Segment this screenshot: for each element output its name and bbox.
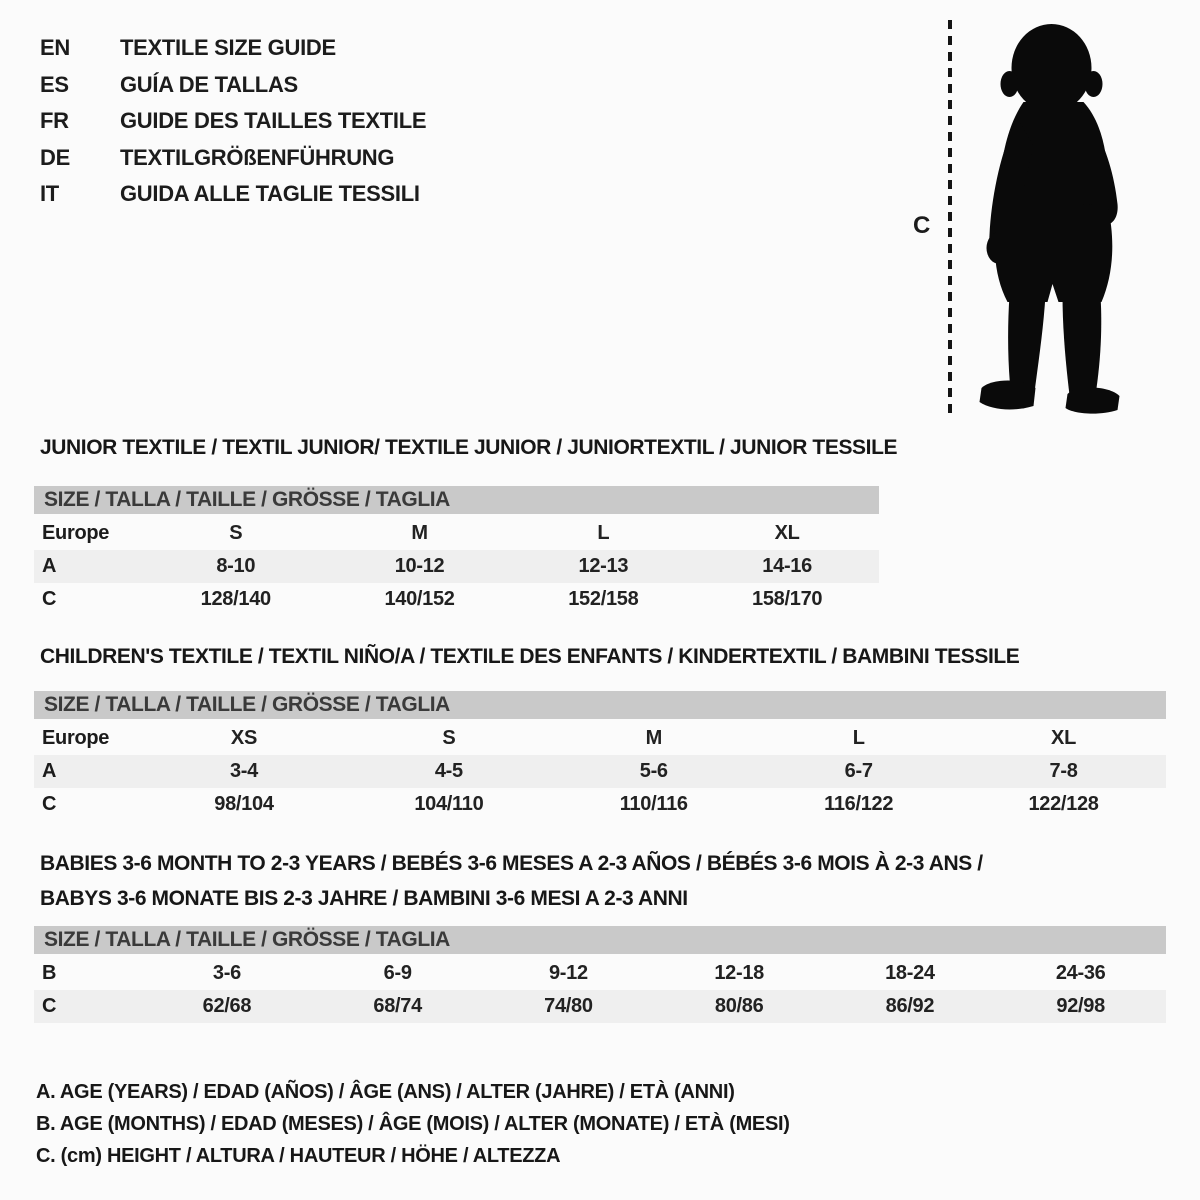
measure-label-c: C xyxy=(913,212,931,239)
language-title: TEXTILE SIZE GUIDE xyxy=(120,35,336,60)
row-label: C xyxy=(42,588,57,610)
months-cell: 9-12 xyxy=(548,962,588,984)
row-label: Europe xyxy=(42,522,110,544)
legend-line-a: A. AGE (YEARS) / EDAD (AÑOS) / ÂGE (ANS) / ALTER (JAHRE) / ETÀ (ANNI) xyxy=(36,1081,735,1103)
age-cell: 14-16 xyxy=(762,555,812,577)
language-row-en xyxy=(40,30,426,67)
height-cell: 80/86 xyxy=(714,995,764,1017)
height-cell: 74/80 xyxy=(544,995,593,1017)
size-header-bar: SIZE / TALLA / TAILLE / GRÖSSE / TAGLIA xyxy=(34,691,1166,719)
section-children xyxy=(34,645,1166,821)
row-label: C xyxy=(42,995,57,1017)
row-label: C xyxy=(42,793,57,815)
months-cell: 12-18 xyxy=(714,962,764,984)
height-cell: 158/170 xyxy=(752,588,823,610)
table-row-age xyxy=(34,755,1166,788)
toddler-silhouette-icon xyxy=(963,20,1143,420)
table-row-age xyxy=(34,550,879,583)
table-row-europe xyxy=(34,722,1166,755)
table-row-height xyxy=(34,788,1166,821)
section-title-babies xyxy=(40,852,1166,911)
section-title-children: CHILDREN'S TEXTILE / TEXTIL NIÑO/A / TEXTILE DES ENFANTS / KINDERTEXTIL / BAMBINI TESSILE xyxy=(40,645,1020,668)
size-cell: XL xyxy=(774,522,800,544)
language-title: GUIDE DES TAILLES TEXTILE xyxy=(120,108,427,133)
age-cell: 6-7 xyxy=(844,760,873,782)
language-title: GUÍA DE TALLAS xyxy=(120,71,298,97)
size-cell: M xyxy=(645,727,662,749)
babies-title-line1: BABIES 3-6 MONTH TO 2-3 YEARS / BEBÉS 3-6 MESES A 2-3 AÑOS / BÉBÉS 3-6 MOIS À 2-3 ANS / xyxy=(40,852,983,875)
language-code: DE xyxy=(40,144,70,170)
months-cell: 18-24 xyxy=(885,962,935,984)
age-cell: 12-13 xyxy=(578,555,629,577)
months-cell: 6-9 xyxy=(383,962,412,984)
language-code: FR xyxy=(40,108,69,133)
height-cell: 68/74 xyxy=(373,995,422,1017)
height-measure-figure xyxy=(905,14,1165,426)
height-cell: 98/104 xyxy=(214,793,274,815)
size-cell: XS xyxy=(230,727,258,749)
height-cell: 92/98 xyxy=(1056,995,1105,1017)
section-title-junior: JUNIOR TEXTILE / TEXTIL JUNIOR/ TEXTILE JUNIOR / JUNIORTEXTIL / JUNIOR TESSILE xyxy=(40,436,898,459)
height-cell: 86/92 xyxy=(885,995,935,1017)
legend-notes xyxy=(36,1076,790,1172)
language-title: TEXTILGRÖßENFÜHRUNG xyxy=(120,144,395,170)
language-code: ES xyxy=(40,71,69,97)
babies-size-table xyxy=(34,926,1166,1023)
table-row-europe xyxy=(34,517,879,550)
height-cell: 128/140 xyxy=(200,588,271,610)
row-label: Europe xyxy=(42,727,110,749)
size-cell: S xyxy=(229,522,243,544)
height-cell: 62/68 xyxy=(202,995,252,1017)
age-cell: 5-6 xyxy=(639,760,668,782)
language-row-fr xyxy=(40,103,426,140)
age-cell: 7-8 xyxy=(1049,760,1078,782)
table-row-height xyxy=(34,990,1166,1023)
size-cell: S xyxy=(442,727,456,749)
height-cell: 122/128 xyxy=(1028,793,1099,815)
row-label: B xyxy=(42,962,57,984)
height-cell: 116/122 xyxy=(824,793,894,815)
legend-line-b: B. AGE (MONTHS) / EDAD (MESES) / ÂGE (MOIS) / ALTER (MONATE) / ETÀ (MESI) xyxy=(36,1113,790,1135)
size-header-bar: SIZE / TALLA / TAILLE / GRÖSSE / TAGLIA xyxy=(34,486,879,514)
language-title: GUIDA ALLE TAGLIE TESSILI xyxy=(120,181,420,206)
height-cell: 110/116 xyxy=(619,793,688,815)
language-title-list xyxy=(40,30,426,213)
size-header-bar: SIZE / TALLA / TAILLE / GRÖSSE / TAGLIA xyxy=(34,926,1166,954)
children-size-table xyxy=(34,691,1166,821)
language-row-de xyxy=(40,140,426,177)
height-cell: 152/158 xyxy=(568,588,639,610)
size-cell: M xyxy=(411,522,428,544)
table-row-height xyxy=(34,583,879,616)
section-junior xyxy=(34,436,1166,616)
junior-size-table xyxy=(34,486,879,616)
size-cell: XL xyxy=(1051,727,1077,749)
size-cell: L xyxy=(852,727,865,749)
size-cell: L xyxy=(597,522,610,544)
age-cell: 10-12 xyxy=(394,555,445,577)
age-cell: 3-4 xyxy=(229,760,258,782)
height-cell: 104/110 xyxy=(414,793,484,815)
babies-title-line2: BABYS 3-6 MONATE BIS 2-3 JAHRE / BAMBINI 3-6 MESI A 2-3 ANNI xyxy=(40,887,688,910)
months-cell: 3-6 xyxy=(212,962,241,984)
language-row-it xyxy=(40,176,426,213)
table-row-months xyxy=(34,957,1166,990)
language-row-es xyxy=(40,67,426,104)
row-label: A xyxy=(42,760,57,782)
legend-line-c: C. (cm) HEIGHT / ALTURA / HAUTEUR / HÖHE / ALTEZZA xyxy=(36,1145,561,1167)
language-code: IT xyxy=(40,181,59,206)
months-cell: 24-36 xyxy=(1055,962,1106,984)
age-cell: 4-5 xyxy=(434,760,463,782)
language-code: EN xyxy=(40,35,70,60)
height-cell: 140/152 xyxy=(384,588,455,610)
row-label: A xyxy=(42,555,57,577)
section-babies xyxy=(34,852,1166,1023)
age-cell: 8-10 xyxy=(216,555,256,577)
height-measure-dashed-line xyxy=(948,20,952,418)
